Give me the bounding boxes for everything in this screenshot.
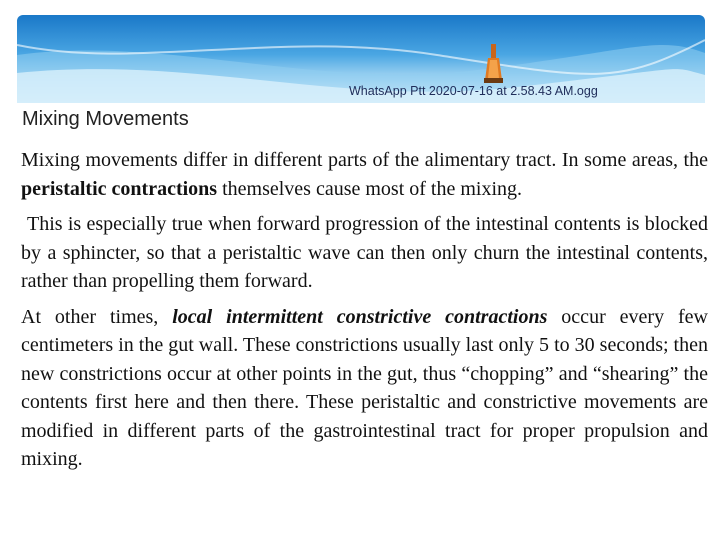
paragraph-1 — [21, 146, 708, 203]
slide-body — [21, 146, 708, 481]
paragraph-3-text-start: At other times, — [21, 305, 173, 328]
paragraph-3 — [21, 303, 708, 474]
local-constrictive-contractions-term: local intermittent constrictive contractions — [172, 305, 548, 328]
paragraph-1-text-start: Mixing movements differ in different parts of the alimentary tract. In some areas, the — [21, 149, 708, 171]
audio-file-label[interactable]: WhatsApp Ptt 2020-07-16 at 2.58.43 AM.ogg — [349, 84, 598, 98]
paragraph-1-text-end: themselves cause most of the mixing. — [217, 177, 523, 200]
paragraph-2: This is especially true when forward progression of the intestinal contents is blocked by a sphincter, so that a peristaltic wave can then only churn the intestinal contents, rather than propelling them forward. — [21, 213, 708, 292]
audio-speaker-icon[interactable] — [484, 44, 504, 84]
peristaltic-contractions-term: peristaltic contractions — [21, 177, 218, 200]
slide-title: Mixing Movements — [22, 108, 189, 130]
paragraph-3-text-end: occur every few centimeters in the gut wall. These constrictions usually last only 5 to 30 seconds; then new constrictions occur at other points in the gut, thus “chopping” and “shearing” the contents first here and then there. These peristaltic and constrictive movements are modified in different parts of the gastrointestinal tract for proper propulsion and mixing. — [21, 305, 708, 470]
